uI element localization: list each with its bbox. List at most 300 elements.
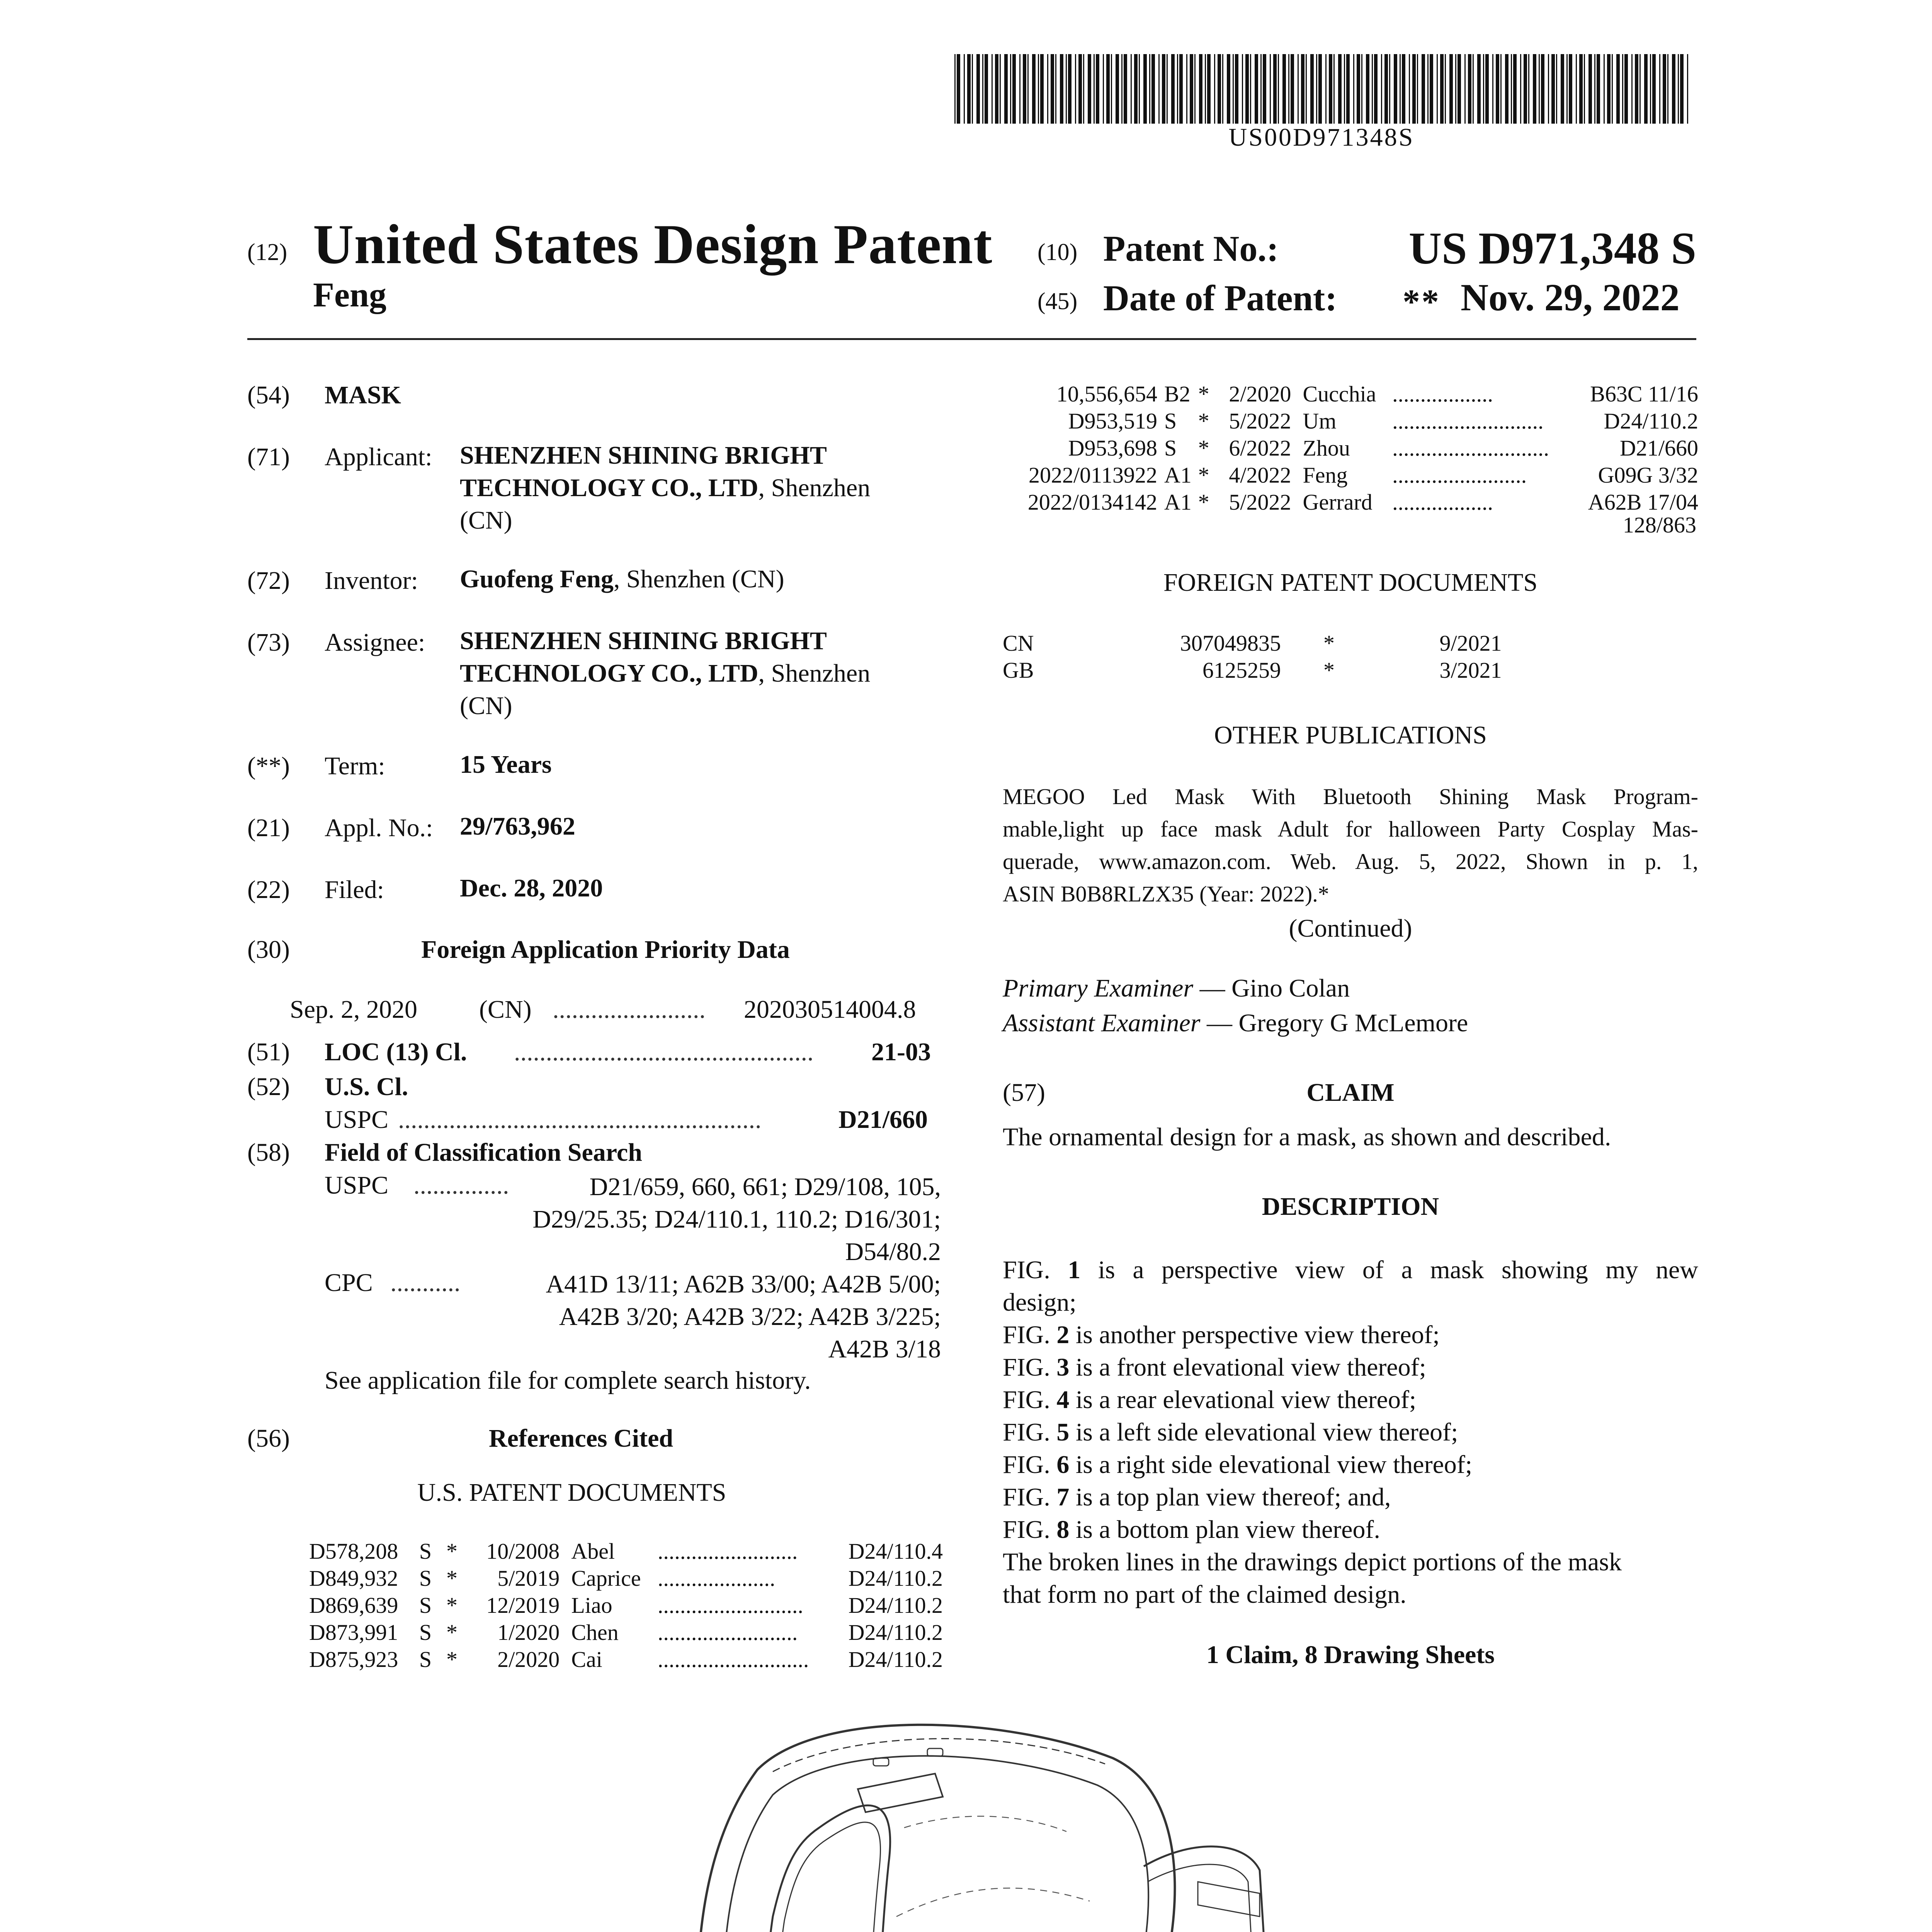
barcode-bar [1624, 54, 1628, 124]
other-pub-line1: MEGOO Led Mask With Bluetooth Shining Mask Program- [1003, 784, 1698, 809]
field-uspc-values [456, 1171, 941, 1268]
ref-kind: B2 [1164, 381, 1190, 406]
barcode-bar [1663, 54, 1666, 124]
inventor-surname: Feng [313, 276, 386, 314]
barcode-bar [1270, 54, 1271, 124]
code-73: (73) [247, 628, 290, 656]
ref-name: Liao [571, 1593, 612, 1618]
fig-text: is a right side elevational view thereof; [1069, 1451, 1473, 1479]
ref-name: Abel [571, 1539, 615, 1564]
barcode-bar [1672, 54, 1675, 124]
barcode-bar [1301, 54, 1304, 124]
barcode-bar [1468, 54, 1471, 124]
mask-perspective-drawing [657, 1700, 1372, 1932]
barcode-bar [1483, 54, 1484, 124]
ref-dots: ........................ [1392, 463, 1527, 488]
barcode-bar [1124, 54, 1127, 124]
ref-mark: * [446, 1593, 458, 1618]
assistant-examiner-label: Assistant Examiner [1003, 1009, 1201, 1037]
barcode-bar [1103, 54, 1104, 124]
barcode-bar [1186, 54, 1187, 124]
barcode-bar [1190, 54, 1193, 124]
barcode-bar [1338, 54, 1342, 124]
ref-class: B63C 11/16 [1590, 381, 1698, 406]
field-uspc-label: USPC [325, 1171, 389, 1199]
fig-prefix: FIG. [1003, 1353, 1057, 1381]
fig-number: 4 [1056, 1386, 1070, 1414]
ref-name: Cucchia [1303, 381, 1376, 406]
ref-class: D24/110.4 [848, 1539, 943, 1564]
loc-dots: ............................................... [514, 1038, 814, 1066]
ref-dots: .................. [1392, 490, 1493, 515]
other-pub-line3: querade, www.amazon.com. Web. Aug. 5, 2022, Shown in p. 1, [1003, 849, 1698, 874]
priority-number: 202030514004.8 [744, 995, 916, 1024]
field-cpc-dots: ........... [390, 1269, 461, 1297]
barcode-bar [1346, 54, 1350, 124]
appl-no-value: 29/763,962 [460, 812, 575, 840]
barcode-bar [1607, 54, 1611, 124]
barcode-bar [1445, 54, 1446, 124]
barcode-bar [1273, 54, 1277, 124]
table-row [1003, 381, 1698, 408]
foreign-mark: * [1323, 631, 1335, 656]
barcode-bar [1652, 54, 1656, 124]
barcode-bar [1579, 54, 1583, 124]
assignee-country: (CN) [460, 692, 512, 720]
uscl-dots: ......................................................... [398, 1105, 762, 1134]
ref-kind: A1 [1164, 490, 1192, 515]
barcode-bar [1361, 54, 1362, 124]
barcode-bar [1004, 54, 1008, 124]
code-54: (54) [247, 381, 290, 409]
table-row [309, 1565, 943, 1592]
date-of-patent-label: Date of Patent: [1103, 278, 1337, 318]
fig-number: 7 [1056, 1483, 1070, 1511]
field-cpc-line2: A42B 3/20; A42B 3/22; A42B 3/225; [559, 1303, 941, 1331]
description-line [1003, 1416, 1698, 1449]
barcode-bar [1402, 54, 1405, 124]
barcode-bar [1604, 54, 1605, 124]
field-cpc-line3: A42B 3/18 [828, 1335, 941, 1363]
barcode-bar [1511, 54, 1512, 124]
barcode-bar [1134, 54, 1138, 124]
ref-dots: ..................... [657, 1566, 776, 1591]
fig-number: 8 [1056, 1515, 1070, 1544]
ref-date: 5/2019 [497, 1566, 560, 1591]
barcode-bar [1449, 54, 1453, 124]
fig-number: 6 [1056, 1451, 1070, 1479]
barcode-bar [1227, 54, 1230, 124]
table-row [1003, 408, 1698, 435]
barcode-bar [1524, 54, 1527, 124]
barcode-bar [1561, 54, 1564, 124]
barcode-bar [1010, 54, 1011, 124]
claims-sheets: 1 Claim, 8 Drawing Sheets [1206, 1641, 1495, 1669]
barcode-bar [1687, 54, 1688, 124]
ref-mark: * [446, 1647, 458, 1672]
design-title: MASK [325, 381, 401, 409]
refs-heading: References Cited [489, 1424, 673, 1452]
barcode-bar [1032, 54, 1036, 124]
barcode-bar [1207, 54, 1211, 124]
ref-number: D953,698 [1068, 435, 1157, 461]
field-uspc-line1: D21/659, 660, 661; D29/108, 105, [589, 1173, 941, 1201]
ref-class: G09G 3/32 [1598, 463, 1698, 488]
mask-inner-rim [723, 1756, 1148, 1932]
field-uspc-dots: ............... [413, 1171, 509, 1199]
code-56: (56) [247, 1424, 290, 1452]
table-row [309, 1538, 943, 1565]
table-row [309, 1619, 943, 1646]
barcode-bar [1139, 54, 1140, 124]
ref-kind: S [419, 1620, 432, 1645]
barcode-bar [1644, 54, 1648, 124]
barcode-bar [1427, 54, 1429, 124]
table-row [1003, 630, 1582, 657]
priority-country: (CN) [479, 995, 532, 1024]
ref-mark: * [446, 1620, 458, 1645]
barcode-bar [1492, 54, 1493, 124]
fig-text: is another perspective view thereof; [1069, 1321, 1440, 1349]
table-row [1003, 489, 1698, 516]
foreign-date: 3/2021 [1439, 658, 1502, 683]
field-note: See application file for complete search history. [325, 1366, 811, 1395]
barcode-bar [1075, 54, 1076, 124]
barcode-bar [1344, 54, 1345, 124]
date-of-patent: Nov. 29, 2022 [1461, 276, 1680, 319]
applicant-name-line1: SHENZHEN SHINING BRIGHT [460, 441, 827, 469]
barcode-bar [1012, 54, 1016, 124]
description-line [1003, 1286, 1698, 1319]
field-cpc-values [456, 1268, 941, 1366]
field-label: Field of Classification Search [325, 1138, 642, 1167]
barcode-bar [985, 54, 988, 124]
field-uspc-line3: D54/80.2 [845, 1238, 941, 1266]
barcode-bar [1199, 54, 1202, 124]
barcode-bar [1149, 54, 1150, 124]
barcode-bar [1588, 54, 1592, 124]
barcode-bar [1291, 54, 1294, 124]
barcode-bar [1027, 54, 1029, 124]
code-term: (**) [247, 752, 290, 780]
ref-number: 2022/0134142 [1027, 490, 1157, 515]
applicant-name-line2: TECHNOLOGY CO., LTD [460, 474, 759, 502]
description-line [1003, 1449, 1698, 1481]
barcode-bar [1659, 54, 1660, 124]
barcode-bar [1400, 54, 1401, 124]
code-22: (22) [247, 876, 290, 904]
applicant-label: Applicant: [325, 443, 432, 471]
barcode-bar [1143, 54, 1147, 124]
ref-date: 12/2019 [486, 1593, 560, 1618]
ref-name: Zhou [1303, 435, 1350, 461]
fig-text: design; [1003, 1288, 1077, 1316]
fig-prefix: FIG. [1003, 1515, 1057, 1544]
ref-date: 1/2020 [497, 1620, 560, 1645]
barcode-bar [1556, 54, 1557, 124]
date-marker: ** [1403, 283, 1440, 321]
barcode-bar [1412, 54, 1416, 124]
barcode-bar [1288, 54, 1289, 124]
uscl-value: D21/660 [838, 1105, 928, 1134]
barcode-bar [1409, 54, 1410, 124]
assignee-location: , Shenzhen [758, 659, 871, 687]
table-row [309, 1592, 943, 1619]
fig-prefix: FIG. [1003, 1418, 1057, 1446]
description-heading: DESCRIPTION [1262, 1192, 1439, 1221]
barcode-bar [1333, 54, 1335, 124]
fig-text: is a front elevational view thereof; [1069, 1353, 1427, 1381]
barcode-bar [1500, 54, 1502, 124]
applicant-country: (CN) [460, 506, 512, 534]
us-refs-continued-table [1003, 381, 1698, 516]
barcode-bar [992, 54, 993, 124]
barcode-bar [1366, 54, 1369, 124]
barcode-bar [1680, 54, 1684, 124]
description-line [1003, 1578, 1698, 1611]
ref-date: 6/2022 [1229, 435, 1291, 461]
term-value: 15 Years [460, 750, 552, 779]
barcode-bar [1055, 54, 1056, 124]
barcode-bar [982, 54, 983, 124]
ref-name: Feng [1303, 463, 1348, 488]
barcode-bar [1278, 54, 1279, 124]
appl-no-label: Appl. No.: [325, 814, 433, 842]
patent-number-label: Patent No.: [1103, 229, 1279, 269]
assignee-label: Assignee: [325, 628, 425, 656]
ref-date: 5/2022 [1229, 490, 1291, 515]
barcode-bar [1205, 54, 1206, 124]
barcode-bar [972, 54, 973, 124]
ref-date: 10/2008 [486, 1539, 560, 1564]
barcode-bar [1631, 54, 1633, 124]
foreign-number: 307049835 [1180, 631, 1281, 656]
assignee-name-line2: TECHNOLOGY CO., LTD [460, 659, 759, 687]
barcode-bar [1088, 54, 1091, 124]
fig-prefix: FIG. [1003, 1321, 1057, 1349]
description-line [1003, 1481, 1698, 1514]
fig-prefix: FIG. [1003, 1451, 1057, 1479]
barcode-bar [1473, 54, 1474, 124]
barcode-bar [1096, 54, 1099, 124]
barcode-bar [1455, 54, 1456, 124]
barcode-bar [1576, 54, 1577, 124]
ref-dots: ............................ [1392, 435, 1549, 461]
barcode-bar [1513, 54, 1517, 124]
description-line [1003, 1319, 1698, 1351]
code-30: (30) [247, 935, 290, 964]
code-12: (12) [247, 239, 287, 265]
ref-name: Cai [571, 1647, 602, 1672]
barcode-bar [1551, 54, 1555, 124]
term-label: Term: [325, 752, 385, 780]
barcode-number: US00D971348S [1228, 123, 1415, 151]
barcode-bar [1023, 54, 1026, 124]
primary-examiner [1003, 974, 1350, 1003]
barcode-bar [1263, 54, 1266, 124]
claim-text: The ornamental design for a mask, as shown and described. [1003, 1123, 1611, 1151]
barcode-bar [1584, 54, 1585, 124]
barcode-bar [1381, 54, 1382, 124]
barcode-bar [1298, 54, 1299, 124]
barcode-bar [1374, 54, 1378, 124]
ref-class: A62B 17/04 [1588, 490, 1698, 515]
barcode-bar [1612, 54, 1613, 124]
barcode-bar [1635, 54, 1638, 124]
barcode-bar [1038, 54, 1039, 124]
foreign-date: 9/2021 [1439, 631, 1502, 656]
loc-label: LOC (13) Cl. [325, 1038, 467, 1066]
uscl-sub: USPC [325, 1105, 389, 1134]
barcode-bar [1111, 54, 1112, 124]
ref-kind: A1 [1164, 463, 1192, 488]
barcode-bar [1485, 54, 1489, 124]
inventor-location: , Shenzhen (CN) [613, 565, 784, 593]
patent-type-title: United States Design Patent [313, 213, 993, 276]
barcode-bar [1422, 54, 1425, 124]
continued-note: (Continued) [1289, 914, 1412, 942]
barcode-bar [1353, 54, 1354, 124]
barcode-bar [1566, 54, 1568, 124]
claim-heading: CLAIM [1306, 1078, 1395, 1107]
ref-dots: ........................... [657, 1647, 809, 1672]
ref-number: D873,991 [309, 1620, 398, 1645]
barcode-bar [1116, 54, 1119, 124]
barcode-bar [1622, 54, 1623, 124]
ref-dots: ......................... [657, 1620, 798, 1645]
barcode-bar [995, 54, 998, 124]
refs-subheading: U.S. PATENT DOCUMENTS [417, 1478, 726, 1507]
barcode-bar [976, 54, 980, 124]
foreign-number: 6125259 [1202, 658, 1281, 683]
fig-text: that form no part of the claimed design. [1003, 1580, 1406, 1609]
code-45: (45) [1037, 288, 1078, 315]
barcode-bar [1235, 54, 1238, 124]
barcode-bar [1158, 54, 1160, 124]
ref-class: D24/110.2 [1604, 408, 1698, 434]
ref-name: Um [1303, 408, 1337, 434]
ref-kind: S [1164, 435, 1177, 461]
ref-dots: .......................... [657, 1593, 803, 1618]
code-71: (71) [247, 443, 290, 471]
table-row [309, 1646, 943, 1673]
description-line [1003, 1514, 1698, 1546]
code-21: (21) [247, 814, 290, 842]
ref-dots: .................. [1392, 381, 1493, 406]
priority-dots: ........................ [553, 995, 706, 1024]
fig-prefix: FIG. [1003, 1483, 1057, 1511]
barcode-bar [1310, 54, 1314, 124]
barcode-bar [1121, 54, 1122, 124]
ref-mark: * [446, 1566, 458, 1591]
assistant-examiner [1003, 1009, 1468, 1038]
barcode-bar [1282, 54, 1286, 124]
ref-number: D875,923 [309, 1647, 398, 1672]
barcode-bar [1548, 54, 1549, 124]
barcode-bar [1233, 54, 1234, 124]
fig-text: The broken lines in the drawings depict portions of the mask [1003, 1548, 1622, 1576]
ref-date: 2/2020 [497, 1647, 560, 1672]
inventor-label: Inventor: [325, 566, 418, 595]
inventor-name: Guofeng Feng [460, 565, 614, 593]
barcode-bar [1306, 54, 1307, 124]
ref-kind: S [419, 1566, 432, 1591]
other-pub-line2: mable,light up face mask Adult for halloween Party Cosplay Mas- [1003, 816, 1698, 842]
filed-value: Dec. 28, 2020 [460, 874, 603, 902]
barcode-bar [1106, 54, 1110, 124]
filed-label: Filed: [325, 876, 384, 904]
barcode-bar [1417, 54, 1418, 124]
barcode-bar [1325, 54, 1327, 124]
fig-number: 3 [1056, 1353, 1070, 1381]
barcode-bar [1541, 54, 1544, 124]
ref-mark: * [1198, 490, 1209, 515]
ref-class: D24/110.2 [848, 1593, 943, 1618]
ref-kind: S [1164, 408, 1177, 434]
barcode-bar [1222, 54, 1223, 124]
barcode-bar [1357, 54, 1360, 124]
barcode-bar [1569, 54, 1572, 124]
field-uspc-line2: D29/25.35; D24/110.1, 110.2; D16/301; [532, 1205, 941, 1233]
ref-kind: S [419, 1539, 432, 1564]
barcode-bar [1083, 54, 1084, 124]
barcode-bar [1528, 54, 1529, 124]
code-58: (58) [247, 1138, 290, 1167]
priority-date: Sep. 2, 2020 [290, 995, 417, 1024]
ref-name: Gerrard [1303, 490, 1372, 515]
fig-prefix: FIG. [1003, 1386, 1057, 1414]
barcode-bar [1329, 54, 1332, 124]
description-line [1003, 1384, 1698, 1416]
barcode-bar [1389, 54, 1390, 124]
loc-value: 21-03 [871, 1038, 931, 1066]
barcode-bar [1384, 54, 1388, 124]
barcode-bar [1078, 54, 1082, 124]
barcode-bar [1094, 54, 1095, 124]
table-row [1003, 462, 1698, 489]
other-pub-line4: ASIN B0B8RLZX35 (Year: 2022).* [1003, 881, 1329, 906]
barcode-bar [1245, 54, 1249, 124]
table-row [1003, 657, 1582, 684]
table-row [1003, 435, 1698, 462]
barcode-bar [1318, 54, 1322, 124]
assignee-block [460, 625, 943, 722]
ref-number: D578,208 [309, 1539, 398, 1564]
ref-mark: * [1198, 381, 1209, 406]
ref-date: 5/2022 [1229, 408, 1291, 434]
fig-prefix: FIG. [1003, 1256, 1068, 1284]
barcode-bar [1477, 54, 1481, 124]
description-line [1003, 1254, 1698, 1286]
code-57: (57) [1003, 1078, 1045, 1107]
uscl-label: U.S. Cl. [325, 1073, 408, 1101]
barcode-bar [1678, 54, 1679, 124]
assignee-name-line1: SHENZHEN SHINING BRIGHT [460, 627, 827, 655]
ref-number: D953,519 [1068, 408, 1157, 434]
barcode-bar [1162, 54, 1165, 124]
barcode-bar [1019, 54, 1020, 124]
barcode-bar [1316, 54, 1317, 124]
barcode-bar [1458, 54, 1461, 124]
mask-visor [764, 1805, 898, 1932]
ref-dots: ......................... [657, 1539, 798, 1564]
barcode-bar [1242, 54, 1243, 124]
barcode-bar [964, 54, 965, 124]
barcode-bar [1594, 54, 1595, 124]
assistant-examiner-name: — Gregory G McLemore [1200, 1009, 1468, 1037]
ref-kind: S [419, 1593, 432, 1618]
ref-kind: S [419, 1647, 432, 1672]
